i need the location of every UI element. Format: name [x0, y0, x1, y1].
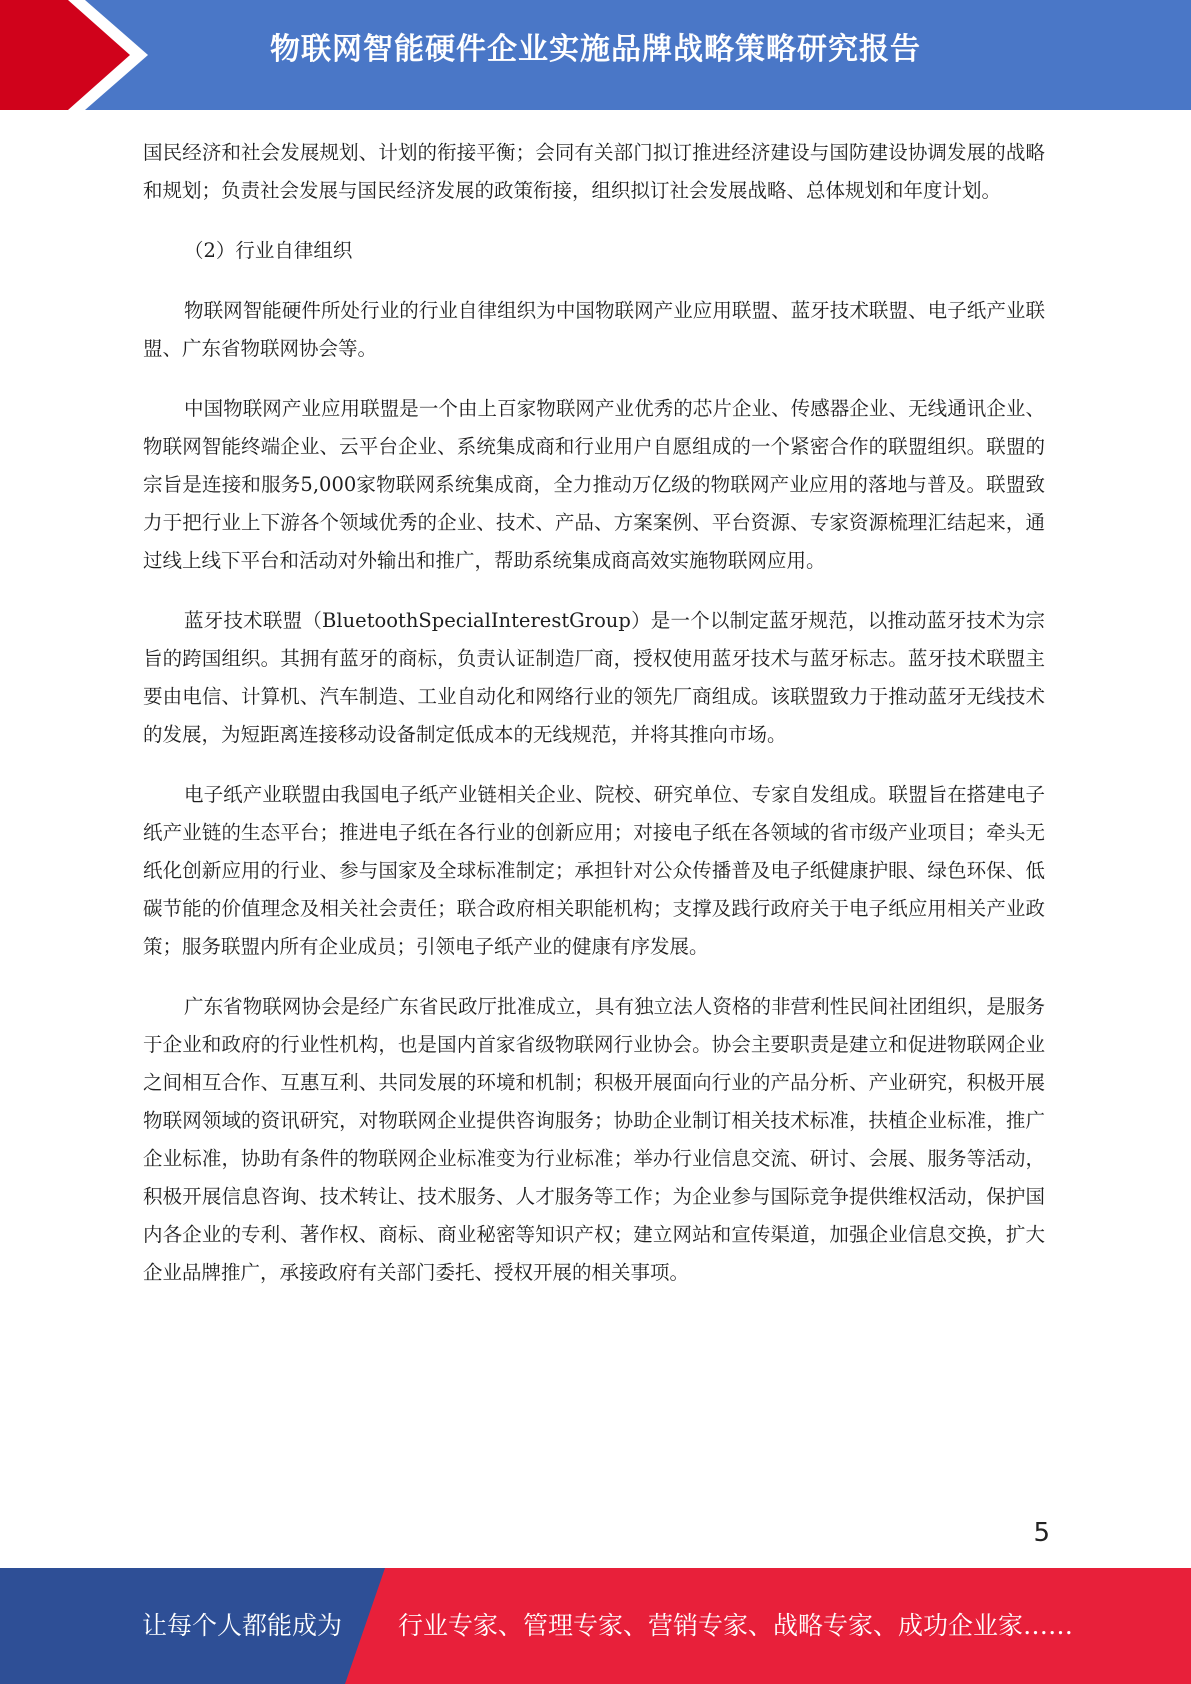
footer-slogan-left: 让每个人都能成为: [142, 1611, 343, 1640]
paragraph: 中国物联网产业应用联盟是一个由上百家物联网产业优秀的芯片企业、传感器企业、无线通讯企业、物联网智能终端企业、云平台企业、系统集成商和行业用户自愿组成的一个紧密合作的联盟组织。联盟的宗旨是连接和服务5,000家物联网系统集成商，全力推动万亿级的物联网产业应用的落地与普及。联盟致力于把行业上下游各个领域优秀的企业、技术、产品、方案案例、平台资源、专家资源梳理汇结起来，通过线上线下平台和活动对外输出和推广，帮助系统集成商高效实施物联网应用。: [143, 397, 1045, 572]
section-subheading: （2）行业自律组织: [184, 239, 353, 262]
footer-slogan-right: 行业专家、管理专家、营销专家、战略专家、成功企业家……: [398, 1611, 1074, 1640]
footer-banner: [0, 1568, 1191, 1684]
paragraph: 电子纸产业联盟由我国电子纸产业链相关企业、院校、研究单位、专家自发组成。联盟旨在搭建电子纸产业链的生态平台；推进电子纸在各行业的创新应用；对接电子纸在各领域的省市级产业项目；牵头无纸化创新应用的行业、参与国家及全球标准制定；承担针对公众传播普及电子纸健康护眼、绿色环保、低碳节能的价值理念及相关社会责任；联合政府相关职能机构；支撑及践行政府关于电子纸应用相关产业政策；服务联盟内所有企业成员；引领电子纸产业的健康有序发展。: [143, 783, 1045, 958]
paragraph-continued: 国民经济和社会发展规划、计划的衔接平衡；会同有关部门拟订推进经济建设与国防建设协调发展的战略和规划；负责社会发展与国民经济发展的政策衔接，组织拟订社会发展战略、总体规划和年度计划。: [143, 141, 1045, 202]
paragraph: 物联网智能硬件所处行业的行业自律组织为中国物联网产业应用联盟、蓝牙技术联盟、电子纸产业联盟、广东省物联网协会等。: [143, 299, 1045, 360]
header-bar: [0, 0, 1191, 110]
document-body: [143, 134, 1045, 1314]
paragraph: 广东省物联网协会是经广东省民政厅批准成立，具有独立法人资格的非营利性民间社团组织，是服务于企业和政府的行业性机构，也是国内首家省级物联网行业协会。协会主要职责是建立和促进物联网企业之间相互合作、互惠互利、共同发展的环境和机制；积极开展面向行业的产品分析、产业研究，积极开展物联网领域的资讯研究，对物联网企业提供咨询服务；协助企业制订相关技术标准，扶植企业标准，推广企业标准，协助有条件的物联网企业标准变为行业标准；举办行业信息交流、研讨、会展、服务等活动，积极开展信息咨询、技术转让、技术服务、人才服务等工作；为企业参与国际竞争提供维权活动，保护国内各企业的专利、著作权、商标、商业秘密等知识产权；建立网站和宣传渠道，加强企业信息交换，扩大企业品牌推广，承接政府有关部门委托、授权开展的相关事项。: [143, 995, 1045, 1284]
document-title: 物联网智能硬件企业实施品牌战略策略研究报告: [270, 32, 921, 67]
paragraph: 蓝牙技术联盟（BluetoothSpecialInterestGroup）是一个以制定蓝牙规范，以推动蓝牙技术为宗旨的跨国组织。其拥有蓝牙的商标，负责认证制造厂商，授权使用蓝牙技术与蓝牙标志。蓝牙技术联盟主要由电信、计算机、汽车制造、工业自动化和网络行业的领先厂商组成。该联盟致力于推动蓝牙无线技术的发展，为短距离连接移动设备制定低成本的无线规范，并将其推向市场。: [143, 609, 1045, 746]
page-number: 5: [1033, 1518, 1050, 1548]
